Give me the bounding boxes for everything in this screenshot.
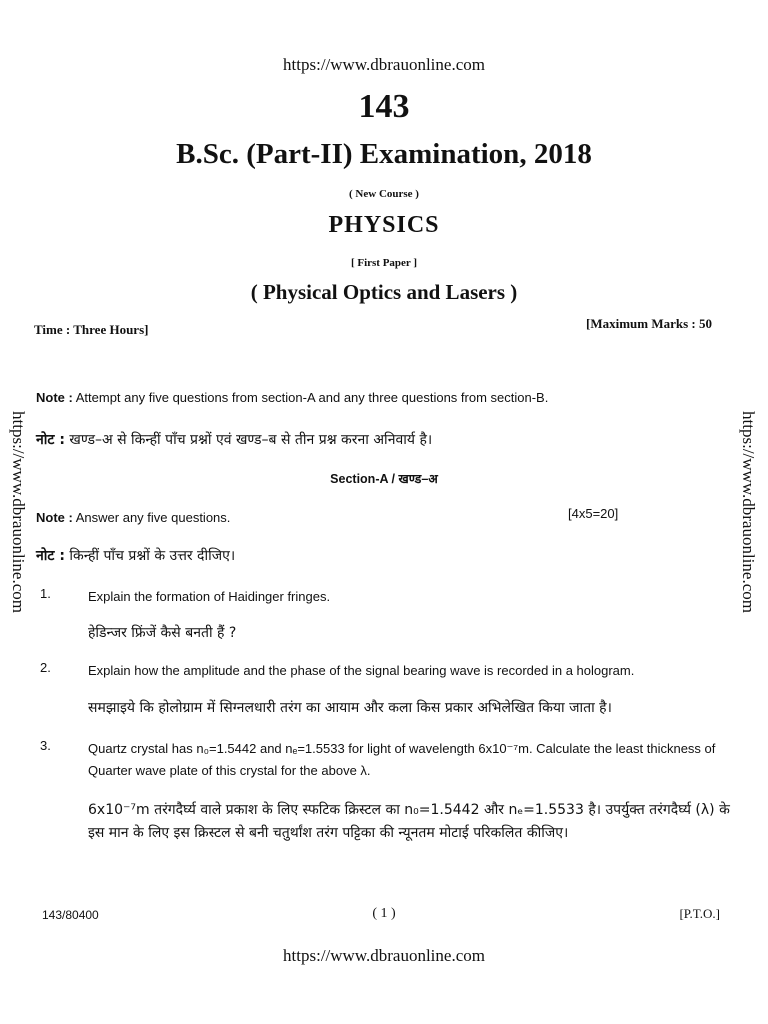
- general-note: [36, 390, 548, 405]
- footer-paper-code: 143/80400: [42, 908, 99, 922]
- note-text: Attempt any five questions from section-A and any three questions from section-B.: [75, 390, 549, 405]
- question-text-hi: 6x10⁻⁷m तरंगदैर्घ्य वाले प्रकाश के लिए स्फटिक क्रिस्टल का n₀=1.5442 और nₑ=1.5533 है। उपर्युक्त तरंगदैर्घ्य (λ) के इस मान के लिए इस क्रिस्टल से बनी चतुर्थांश तरंग पट्टिका की न्यूनतम मोटाई परिकलित कीजिए।: [88, 802, 730, 841]
- paper-code: 143: [358, 88, 410, 125]
- section-a-note: [36, 510, 230, 525]
- section-note-label: Note :: [36, 510, 73, 525]
- question-text-hi: समझाइये कि होलोग्राम में सिग्नलधारी तरंग का आयाम और कला किस प्रकार अभिलेखित किया जाता है।: [88, 700, 612, 716]
- question-number: 1.: [40, 586, 51, 601]
- section-note-label-hindi: नोट :: [36, 548, 65, 564]
- section-a-marks: [4x5=20]: [568, 506, 619, 521]
- exam-title: B.Sc. (Part-II) Examination, 2018: [176, 138, 592, 170]
- section-a-heading: Section-A / खण्ड–अ: [330, 472, 438, 486]
- time-allowed: Time : Three Hours]: [34, 322, 149, 337]
- paper-label: [ First Paper ]: [350, 257, 418, 269]
- question-text-hi: हेडिन्जर फ्रिंजें कैसे बनती हैं ?: [88, 625, 237, 641]
- general-note-hindi: [36, 430, 432, 449]
- section-note-text: Answer any five questions.: [75, 510, 231, 525]
- course-label: ( New Course ): [349, 188, 419, 200]
- question-number: 3.: [40, 738, 51, 753]
- section-note-text-hindi: किन्हीं पाँच प्रश्नों के उत्तर दीजिए।: [69, 548, 236, 564]
- question-number: 2.: [40, 660, 51, 675]
- note-label-hindi: नोट :: [36, 432, 65, 448]
- pto-label: [P.T.O.]: [679, 906, 720, 921]
- watermark-url-left: https://www.dbrauonline.com: [9, 411, 28, 613]
- note-text-hindi: खण्ड–अ से किन्हीं पाँच प्रश्नों एवं खण्ड–ब से तीन प्रश्न करना अनिवार्य है।: [69, 432, 433, 448]
- question-text-en: Explain how the amplitude and the phase of the signal bearing wave is recorded in a hologram.: [88, 663, 635, 678]
- note-label: Note :: [36, 390, 73, 405]
- watermark-url-bottom: https://www.dbrauonline.com: [283, 946, 485, 965]
- watermark-url-right: https://www.dbrauonline.com: [739, 411, 758, 613]
- question-text-en: Explain the formation of Haidinger fringes.: [88, 589, 331, 604]
- subject-title: PHYSICS: [328, 212, 440, 238]
- maximum-marks: [Maximum Marks : 50: [585, 316, 712, 331]
- question-text-en: Quartz crystal has n₀=1.5442 and nₑ=1.5533 for light of wavelength 6x10⁻⁷m. Calculate the least thickness of Quarter wave plate of this crystal for the above λ.: [88, 741, 716, 778]
- watermark-url-top: https://www.dbrauonline.com: [283, 55, 485, 74]
- section-a-note-hindi: [36, 546, 235, 565]
- page-number: ( 1 ): [372, 906, 396, 921]
- paper-subtitle: ( Physical Optics and Lasers ): [250, 280, 518, 304]
